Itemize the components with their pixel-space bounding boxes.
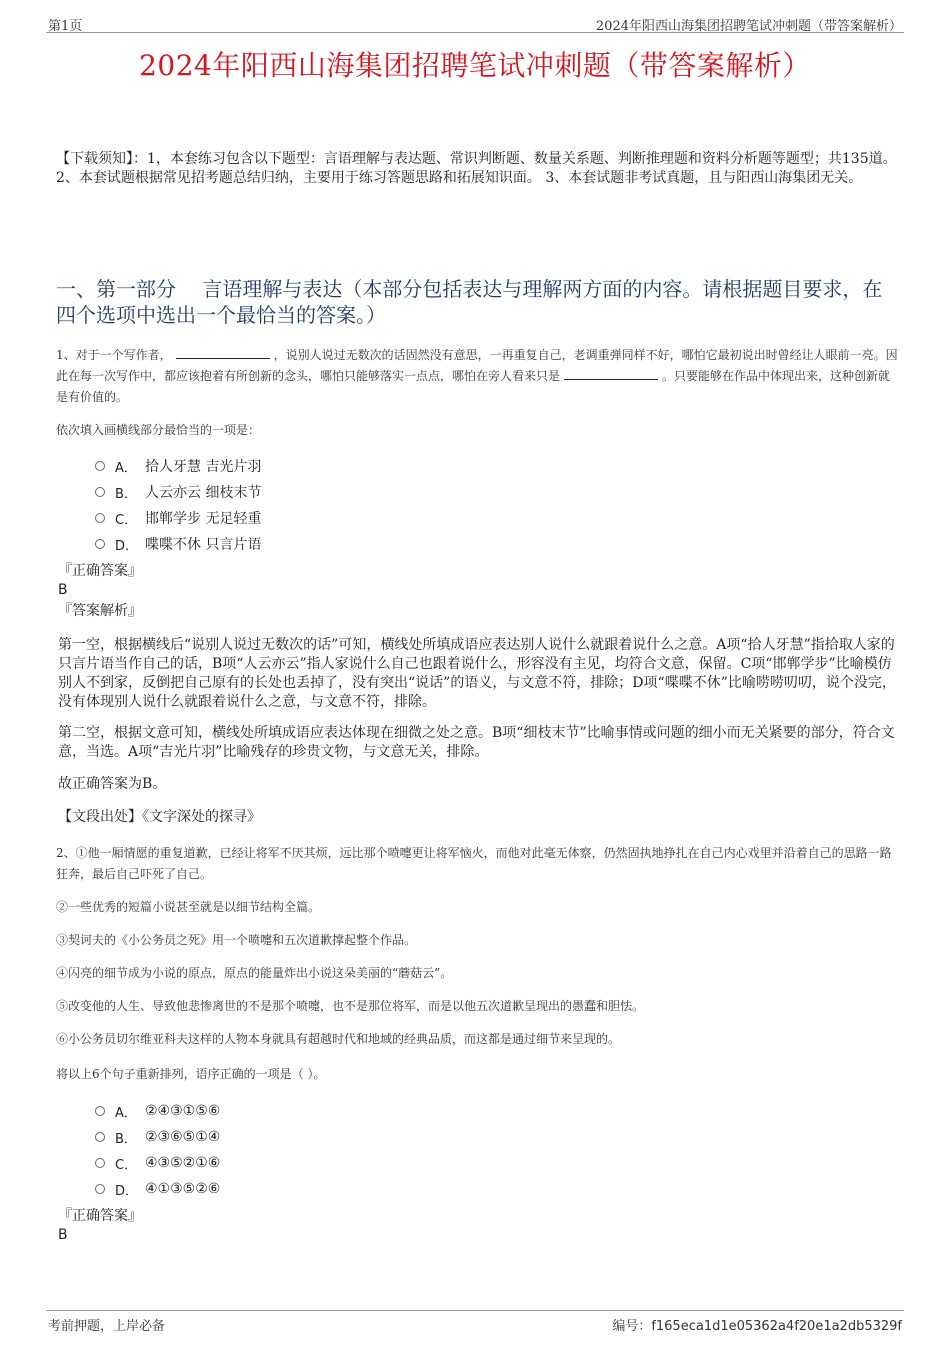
option-letter: A． [115,460,137,476]
option-letter: C． [115,512,138,528]
analysis-paragraph-1: 第一空，根据横线后“说别人说过无数次的话”可知，横线处所填成语应表达别人说什么就跟着说什么之意。A项“拾人牙慧”指拾取人家的只言片语当作自己的话，B项“人云亦云”指人家说什么自己也跟着说什么，形容没有主见，均符合文意，保留。C项“邯郸学步”比喻模仿别人不到家，反倒把自己原有的长处也丢掉了，没有突出“说话”的语义，与文意不符，排除；D项“喋喋不休”比喻唠唠叨叨，说个没完，没有体现别人说什么就跟着说什么之意，与文意不符，排除。 [58,637,896,710]
answer-label-2: 『正确答案』 [58,1208,142,1224]
option-letter: B． [115,1131,137,1147]
option-c[interactable] [95,1150,495,1176]
question-2-sentence-5: ⑤改变他的人生、导致他悲惨离世的不是那个喷嚏，也不是那位将军，而是以他五次道歉呈现出的愚蠢和胆怯。 [56,999,645,1013]
page-header [46,12,904,33]
fill-blank-2 [564,366,658,380]
footer-slogan: 考前押题，上岸必备 [48,1319,166,1334]
analysis-paragraph-2: 第二空，根据文意可知，横线处所填成语应表达体现在细微之处之意。B项“细枝末节”比喻事情或问题的细小而无关紧要的部分，符合文意，当选。A项“吉光片羽”比喻残存的珍贵文物，与文意无关，排除。 [58,725,895,760]
radio-icon[interactable] [95,1184,105,1194]
option-text: ②③⑥⑤①④ [145,1129,221,1145]
section-heading: 一、第一部分 言语理解与表达（本部分包括表达与理解两方面的内容。请根据题目要求，在四个选项中选出一个最恰当的答案。） [56,277,883,327]
q1-text-part-a: 1、对于一个写作者， [56,348,172,362]
option-letter: D． [115,538,139,554]
answer-label-1: 『正确答案』 [58,563,142,579]
option-letter: B． [115,486,137,502]
radio-icon[interactable] [95,1132,105,1142]
option-letter: A． [115,1105,137,1121]
option-d[interactable] [95,531,495,557]
option-text: ④①③⑤②⑥ [145,1181,221,1197]
radio-icon[interactable] [95,513,105,523]
option-text: 喋喋不休 只言片语 [145,537,262,553]
page-footer [46,1310,904,1333]
download-notice: 【下载须知】：1，本套练习包含以下题型：言语理解与表达题、常识判断题、数量关系题、判断推理题和资料分析题等题型；共135道。 2、本套试题根据常见招考题总结归纳，主要用于练习答题思路和拓展知识面。 3、本套试题非考试真题，且与阳西山海集团无关。 [56,151,897,186]
option-a[interactable] [95,453,495,479]
option-letter: C． [115,1157,138,1173]
answer-value-1: B [58,582,68,598]
question-2-prompt: 将以上6个句子重新排列，语序正确的一项是（ ）。 [56,1067,326,1081]
option-b[interactable] [95,1124,495,1150]
option-d[interactable] [95,1176,495,1202]
option-text: 人云亦云 细枝末节 [145,485,262,501]
question-2-sentence-2: ②一些优秀的短篇小说甚至就是以细节结构全篇。 [56,900,321,914]
option-text: ②④③①⑤⑥ [145,1103,221,1119]
q1-text-part-b: ，说别人说过无数次的话固然没有意思，一再重复自己，老调重弹同样不好，哪怕它最初说出时曾经让人眼前一亮。因此在每一次写作中，都应该抱着有所创新的念头，哪怕只能够落实一点点，哪怕在旁人看来只是 [56,348,898,383]
fill-blank-1 [176,345,270,359]
document-title: 2024年阳西山海集团招聘笔试冲刺题（带答案解析） [139,49,811,82]
option-a[interactable] [95,1098,495,1124]
radio-icon[interactable] [95,1106,105,1116]
option-letter: D． [115,1183,139,1199]
option-text: ④③⑤②①⑥ [145,1155,221,1171]
radio-icon[interactable] [95,487,105,497]
question-2-options [95,1098,495,1202]
question-2-sentence-6: ⑥小公务员切尔维亚科夫这样的人物本身就具有超越时代和地域的经典品质，而这都是通过细节来呈现的。 [56,1032,621,1046]
question-1-text [56,345,898,408]
question-1-prompt: 依次填入画横线部分最恰当的一项是： [56,423,261,437]
radio-icon[interactable] [95,539,105,549]
question-2-sentence-4: ④闪亮的细节成为小说的原点，原点的能量炸出小说这朵美丽的“蘑菇云”。 [56,966,453,980]
option-c[interactable] [95,505,495,531]
option-text: 邯郸学步 无足轻重 [145,511,262,527]
option-b[interactable] [95,479,495,505]
radio-icon[interactable] [95,461,105,471]
q1-text-part-c: 。只要能够在作品中体现出来，这种创新就是有价值的。 [56,369,891,404]
answer-value-2: B [58,1227,68,1243]
question-2-sentence-1: 2、①他一厢情愿的重复道歉，已经让将军不厌其烦，远比那个喷嚏更让将军恼火，而他对此毫无体察，仍然固执地挣扎在自己内心戏里并沿着自己的思路一路狂奔，最后自己吓死了自己。 [56,846,892,881]
page-number: 第1页 [48,19,83,34]
footer-serial-number: 编号：f165eca1d1e05362a4f20e1a2db5329f [612,1319,902,1334]
analysis-conclusion: 故正确答案为B。 [58,776,167,792]
radio-icon[interactable] [95,1158,105,1168]
header-doc-title: 2024年阳西山海集团招聘笔试冲刺题（带答案解析） [595,19,902,34]
question-2-sentence-3: ③契诃夫的《小公务员之死》用一个喷嚏和五次道歉撑起整个作品。 [56,933,417,947]
text-source: 【文段出处】《文字深处的探寻》 [58,809,261,825]
analysis-label-1: 『答案解析』 [58,603,142,619]
option-text: 拾人牙慧 吉光片羽 [145,459,262,475]
question-1-options [95,453,495,557]
